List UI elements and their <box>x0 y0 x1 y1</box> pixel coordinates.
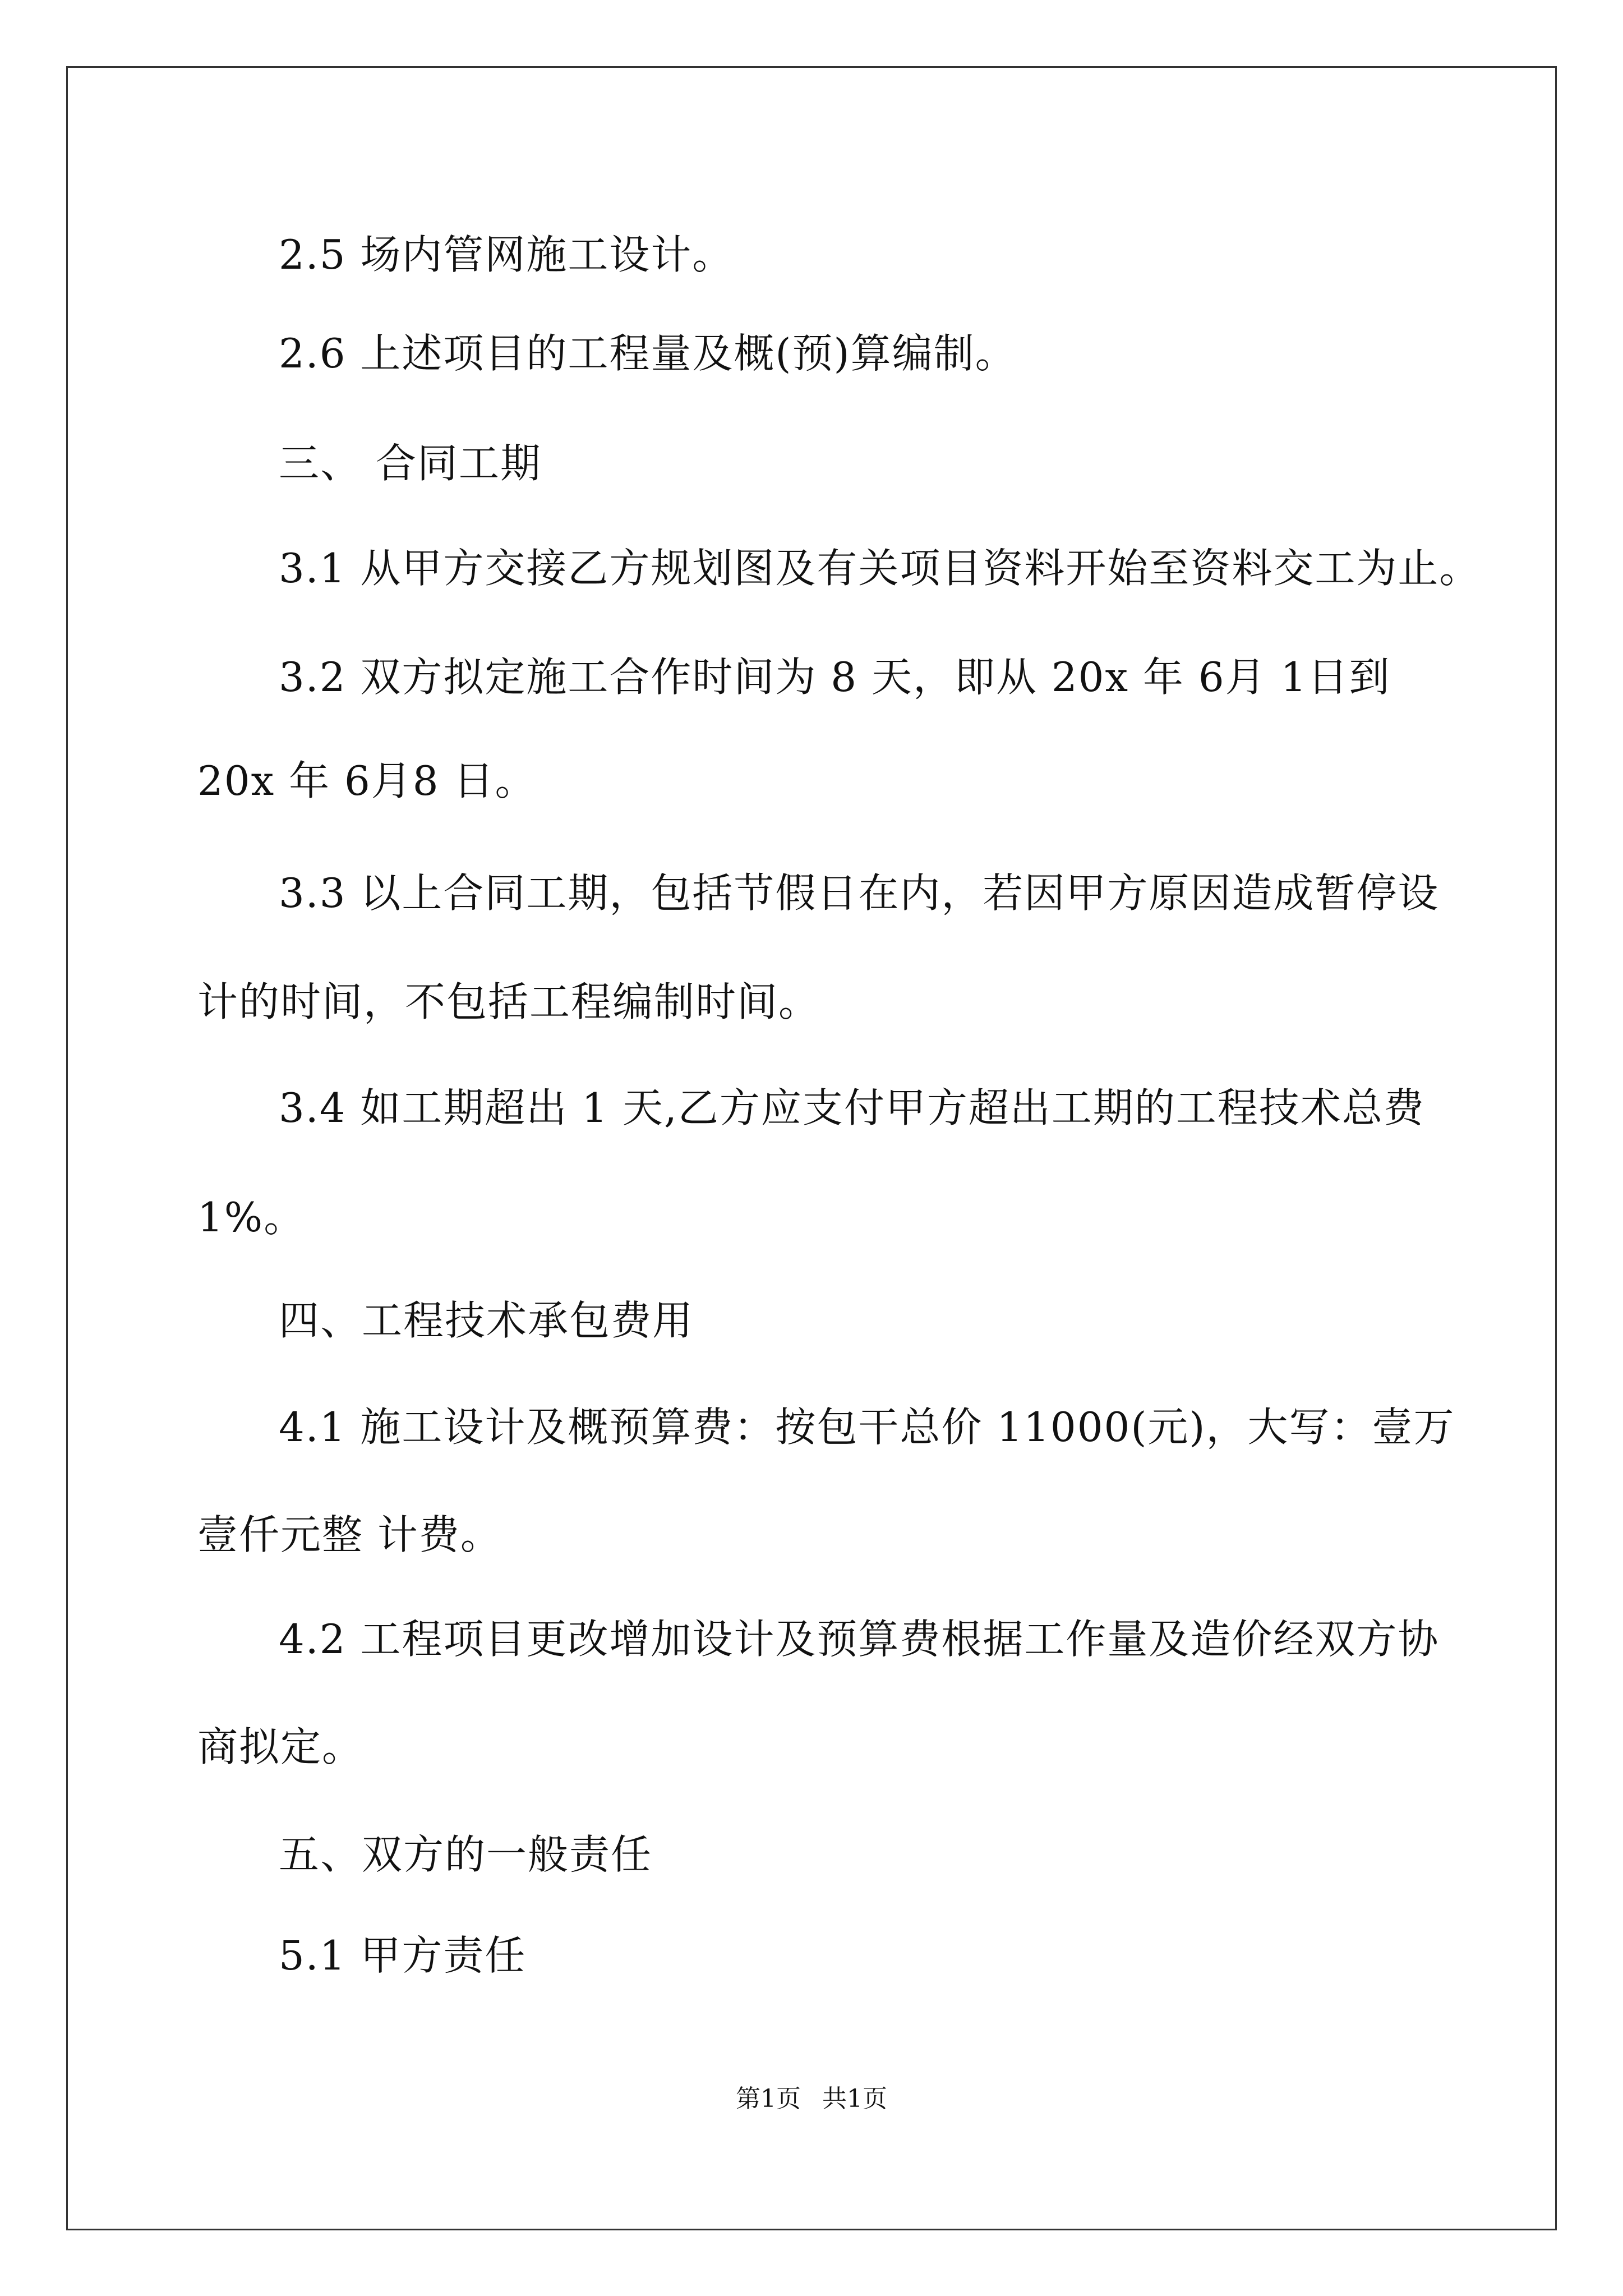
text-line-5-1: 5.1 甲方责任 <box>279 1932 527 1979</box>
page-total: 共1页 <box>822 2085 887 2113</box>
text-line-4-1-cont: 壹仟元整 计费。 <box>197 1511 502 1558</box>
text-line-3-1: 3.1 从甲方交接乙方规划图及有关项目资料开始至资料交工为止。 <box>279 545 1481 592</box>
text-line-3-2-cont: 20x 年 6月8 日。 <box>197 757 537 804</box>
section-heading-4: 四、工程技术承包费用 <box>279 1297 694 1344</box>
text-line-3-2: 3.2 双方拟定施工合作时间为 8 天，即从 20x 年 6月 1日到 <box>279 654 1391 701</box>
text-line-3-4: 3.4 如工期超出 1 天,乙方应支付甲方超出工期的工程技术总费 <box>279 1084 1425 1131</box>
text-line-2-6: 2.6 上述项目的工程量及概(预)算编制。 <box>279 330 1017 377</box>
text-line-3-4-cont: 1%。 <box>197 1194 306 1241</box>
text-line-3-3: 3.3 以上合同工期，包括节假日在内，若因甲方原因造成暂停设 <box>279 869 1440 917</box>
text-line-4-2-cont: 商拟定。 <box>197 1723 364 1770</box>
page-frame <box>66 66 1557 2230</box>
page-number: 第1页 <box>736 2085 801 2113</box>
section-heading-3: 三、 合同工期 <box>279 440 542 487</box>
section-heading-5: 五、双方的一般责任 <box>279 1831 653 1878</box>
text-line-2-5: 2.5 场内管网施工设计。 <box>279 231 734 278</box>
text-line-4-1: 4.1 施工设计及概预算费：按包干总价 11000(元)，大写：壹万 <box>279 1404 1455 1451</box>
text-line-4-2: 4.2 工程项目更改增加设计及预算费根据工作量及造价经双方协 <box>279 1616 1440 1663</box>
page-footer <box>0 2082 1623 2116</box>
text-line-3-3-cont: 计的时间，不包括工程编制时间。 <box>197 978 820 1025</box>
